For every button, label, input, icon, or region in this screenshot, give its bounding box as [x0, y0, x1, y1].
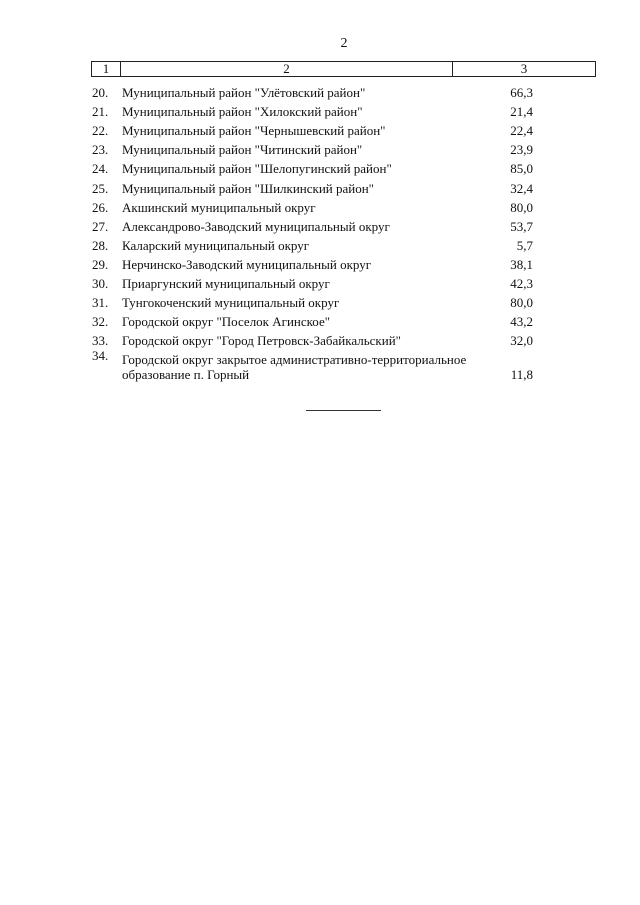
row-value: 80,0: [510, 199, 533, 215]
table-row: [92, 176, 562, 195]
row-name: Муниципальный район "Чернышевский район": [122, 123, 386, 139]
row-name: Каларский муниципальный округ: [122, 237, 310, 253]
page-number: 2: [340, 36, 348, 51]
row-name: Приаргунский муниципальный округ: [122, 276, 330, 292]
row-value: 53,7: [510, 218, 533, 234]
row-value: 66,3: [510, 85, 533, 101]
table-row: [92, 310, 562, 329]
column-header-row: [92, 62, 596, 77]
table-body: [92, 81, 562, 382]
row-name: Муниципальный район "Хилокский район": [122, 104, 363, 120]
row-name: Муниципальный район "Улётовский район": [122, 85, 366, 101]
column-header-1: 1: [92, 62, 121, 77]
row-number: 33.: [92, 333, 109, 349]
row-number: 27.: [92, 218, 109, 234]
table-row: [92, 157, 562, 176]
table-row: [92, 215, 562, 234]
row-value: 43,2: [510, 314, 533, 330]
row-number: 30.: [92, 276, 109, 292]
row-value: 32,4: [510, 180, 533, 196]
row-number: 24.: [92, 161, 109, 177]
table-row: [92, 196, 562, 215]
row-name: Александрово-Заводский муниципальный округ: [122, 218, 390, 234]
column-header-3: 3: [453, 62, 596, 77]
row-name: Акшинский муниципальный округ: [122, 199, 316, 215]
row-number: 21.: [92, 104, 109, 120]
table-row: [92, 291, 562, 310]
row-value: 42,3: [510, 276, 533, 292]
row-number: 23.: [92, 142, 109, 158]
row-value: 80,0: [510, 295, 533, 311]
row-number: 28.: [92, 237, 109, 253]
row-value: 21,4: [510, 104, 533, 120]
row-value: 11,8: [510, 367, 533, 383]
table-row: [92, 348, 562, 382]
row-name: Городской округ "Город Петровск-Забайкальский": [122, 333, 401, 349]
row-number: 32.: [92, 314, 109, 330]
table-row: [92, 272, 562, 291]
table-row: [92, 81, 562, 100]
row-number: 20.: [92, 85, 109, 101]
row-value: 22,4: [510, 123, 533, 139]
row-number: 31.: [92, 295, 109, 311]
row-number: 22.: [92, 123, 109, 139]
column-header-2: 2: [121, 62, 453, 77]
table-row: [92, 119, 562, 138]
table-row: [92, 234, 562, 253]
table-row: [92, 100, 562, 119]
row-name: Городской округ "Поселок Агинское": [122, 314, 331, 330]
row-value: 85,0: [510, 161, 533, 177]
row-value: 23,9: [510, 142, 533, 158]
row-name: Муниципальный район "Читинский район": [122, 142, 363, 158]
row-value: 5,7: [516, 237, 533, 253]
row-number: 25.: [92, 180, 109, 196]
end-rule-divider: [306, 410, 381, 411]
row-value: 38,1: [510, 256, 533, 272]
table-row: [92, 253, 562, 272]
row-number: 34.: [92, 348, 109, 364]
table-row: [92, 329, 562, 348]
row-name: Муниципальный район "Шелопугинский район": [122, 161, 392, 177]
row-name: Городской округ закрытое административно-территориальное образование п. Горный: [122, 352, 467, 383]
row-name: Тунгокоченский муниципальный округ: [122, 295, 340, 311]
row-name: Муниципальный район "Шилкинский район": [122, 180, 374, 196]
column-header-table: [91, 61, 596, 77]
row-name: Нерчинско-Заводский муниципальный округ: [122, 256, 372, 272]
row-value: 32,0: [510, 333, 533, 349]
table-row: [92, 138, 562, 157]
row-number: 26.: [92, 199, 109, 215]
row-number: 29.: [92, 256, 109, 272]
